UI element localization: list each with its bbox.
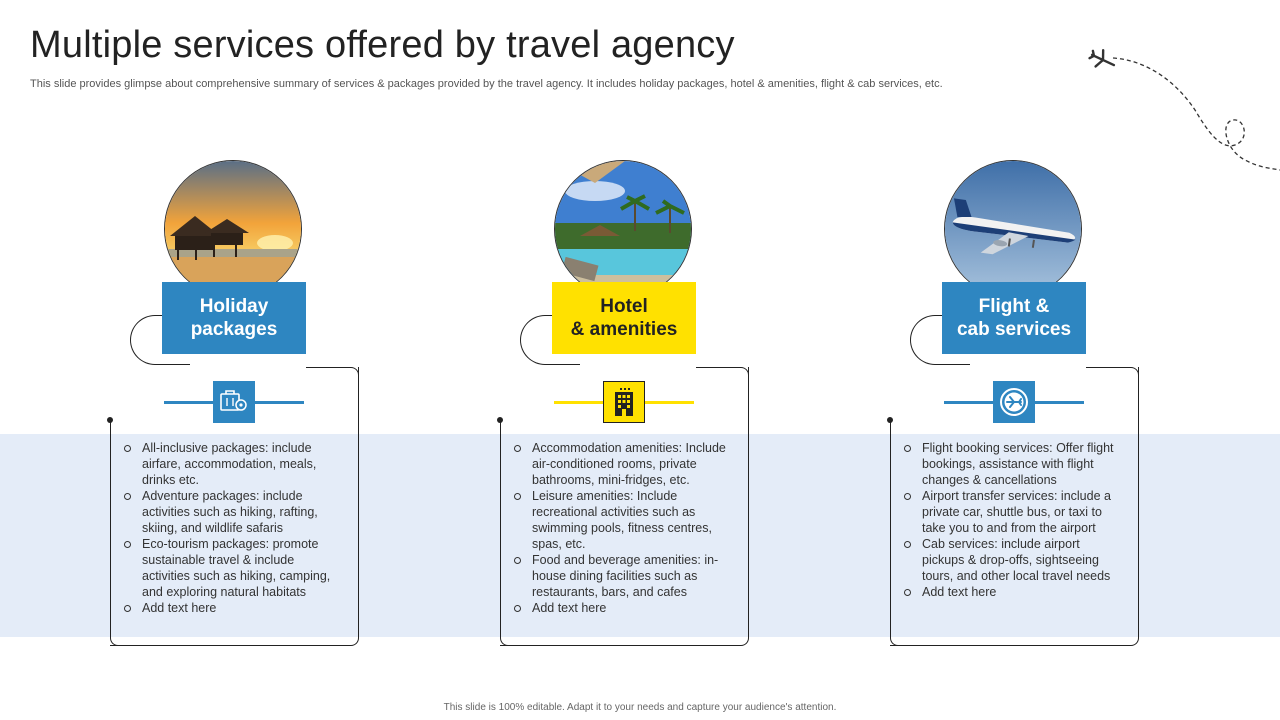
connector-dot [107,417,113,423]
page-subtitle: This slide provides glimpse about comprehensive summary of services & packages provided by the travel agency. It includes holiday packages, hotel & amenities, flight & cab services, etc. [30,78,943,90]
list-item: All-inclusive packages: include airfare, accommodation, meals, drinks etc. [122,440,344,488]
luggage-icon [213,381,255,423]
frame-left-rail [500,420,508,646]
list-item: Accommodation amenities: Include air-conditioned rooms, private bathrooms, mini-fridges, etc. [512,440,734,488]
list-item: Food and beverage amenities: in-house dining facilities such as restaurants, bars, and cafes [512,552,734,600]
plane-dotted-path-icon [1085,40,1280,175]
card-holiday-packages [110,160,370,650]
page-title: Multiple services offered by travel agency [30,24,735,66]
list-item: Flight booking services: Offer flight bookings, assistance with flight changes & cancellations [902,440,1124,488]
card-flight-cab [890,160,1150,650]
list-item: Adventure packages: include activities such as hiking, rafting, skiing, and wildlife safaris [122,488,344,536]
hotel-building-icon [603,381,645,423]
card-hotel-amenities [500,160,760,650]
bullet-list [122,440,344,616]
list-item: Eco-tourism packages: promote sustainable travel & include activities such as hiking, camping, and exploring natural habitats [122,536,344,600]
globe-plane-icon [993,381,1035,423]
frame-left-rail [110,420,118,646]
resort-sunset-photo [164,160,302,298]
card-title-holiday: Holiday packages [162,282,306,354]
list-item: Leisure amenities: Include recreational activities such as swimming pools, fitness centres, spas, etc. [512,488,734,552]
list-item: Add text here [902,584,1124,600]
pool-resort-photo [554,160,692,298]
list-item: Add text here [512,600,734,616]
list-item: Cab services: include airport pickups & drop-offs, sightseeing tours, and other local travel needs [902,536,1124,584]
card-title-hotel: Hotel & amenities [552,282,696,354]
connector-dot [497,417,503,423]
connector-dot [887,417,893,423]
bullet-list [902,440,1124,600]
footer-note: This slide is 100% editable. Adapt it to your needs and capture your audience's attention. [443,702,837,713]
airplane-photo [944,160,1082,298]
frame-left-rail [890,420,898,646]
list-item: Add text here [122,600,344,616]
card-title-flight: Flight & cab services [942,282,1086,354]
list-item: Airport transfer services: include a private car, shuttle bus, or taxi to take you to and from the airport [902,488,1124,536]
bullet-list [512,440,734,616]
